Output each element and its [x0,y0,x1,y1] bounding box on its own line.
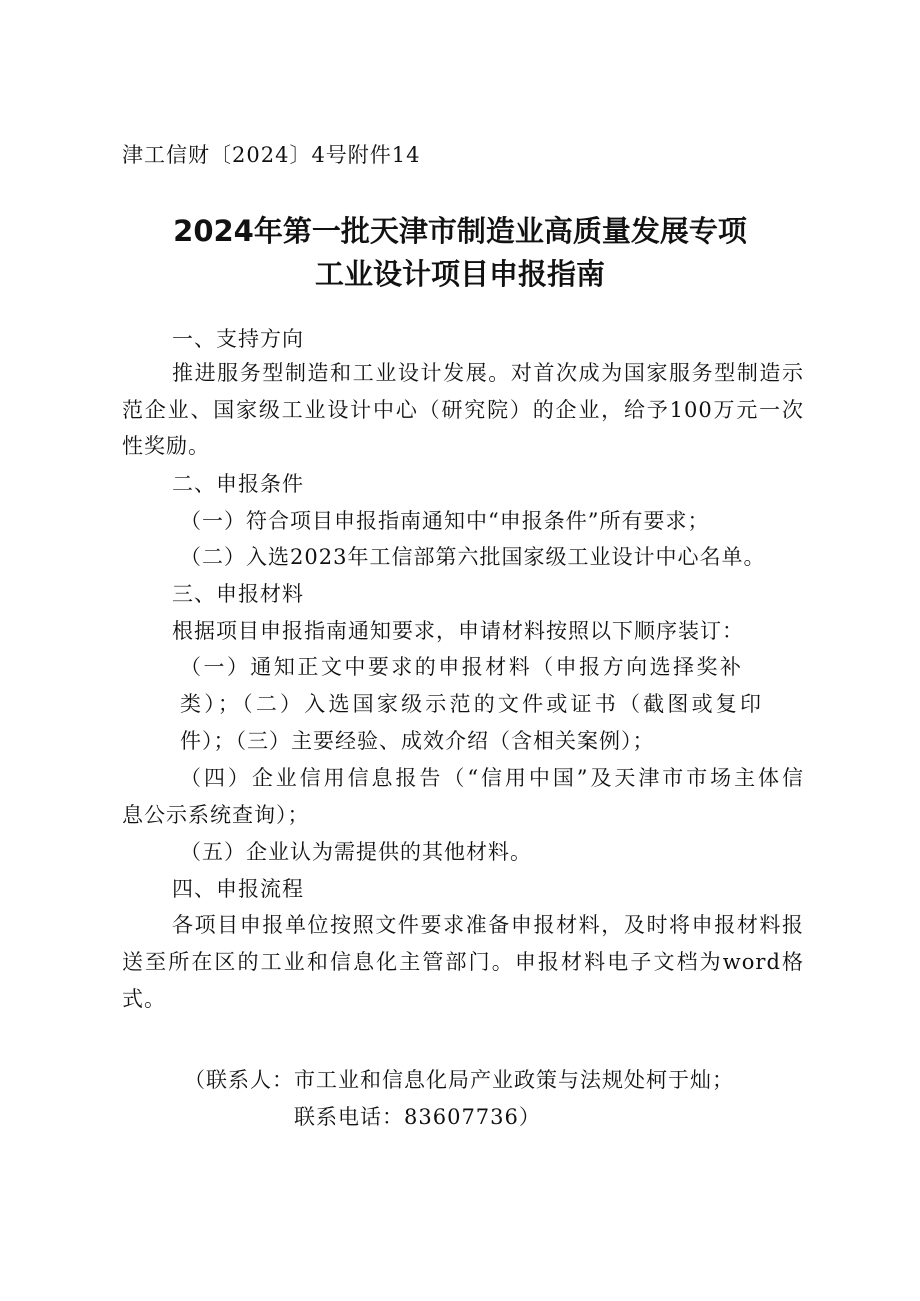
section-2-item-1: （一）符合项目申报指南通知中“申报条件”所有要求； [180,509,710,533]
section-1-paragraph-line-3: 性奖励。 [122,434,210,458]
section-3-line-6: （五）企业认为需提供的其他材料。 [180,840,532,864]
section-3-line-3: 件）；（三）主要经验、成效介绍（含相关案例）； [180,729,655,753]
section-3-intro: 根据项目申报指南通知要求，申请材料按照以下顺序装订： [172,619,744,643]
section-3-line-4: （四）企业信用信息报告（“信用中国”及天津市市场主体信 [180,766,804,790]
contact-phone: 联系电话：83607736） [294,1105,541,1129]
section-2-heading: 二、申报条件 [172,472,304,496]
section-4-heading: 四、申报流程 [172,877,304,901]
section-2-item-2: （二）入选2023年工信部第六批国家级工业设计中心名单。 [180,545,766,569]
title-line-1: 2024年第一批天津市制造业高质量发展专项 [173,214,747,248]
section-3-heading: 三、申报材料 [172,582,304,606]
section-3-line-5: 息公示系统查询）； [122,803,310,827]
section-3-line-1: （一）通知正文中要求的申报材料（申报方向选择奖补 [180,655,742,679]
contact-person: （联系人：市工业和信息化局产业政策与法规处柯于灿； [184,1068,734,1092]
section-4-paragraph-line-3: 式。 [122,987,166,1011]
section-3-line-2: 类）；（二）入选国家级示范的文件或证书（截图或复印 [180,692,762,716]
section-1-paragraph-line-2: 范企业、国家级工业设计中心（研究院）的企业，给予100万元一次 [122,398,804,422]
title-line-2: 工业设计项目申报指南 [314,257,605,291]
section-1-heading: 一、支持方向 [172,327,304,351]
section-1-paragraph-line-1: 推进服务型制造和工业设计发展。对首次成为国家服务型制造示 [172,361,804,385]
section-4-paragraph-line-2: 送至所在区的工业和信息化主管部门。申报材料电子文档为word格 [122,950,804,974]
section-4-paragraph-line-1: 各项目申报单位按照文件要求准备申报材料，及时将申报材料报 [172,913,804,937]
document-number: 津工信财〔2024〕4号附件14 [122,143,421,167]
